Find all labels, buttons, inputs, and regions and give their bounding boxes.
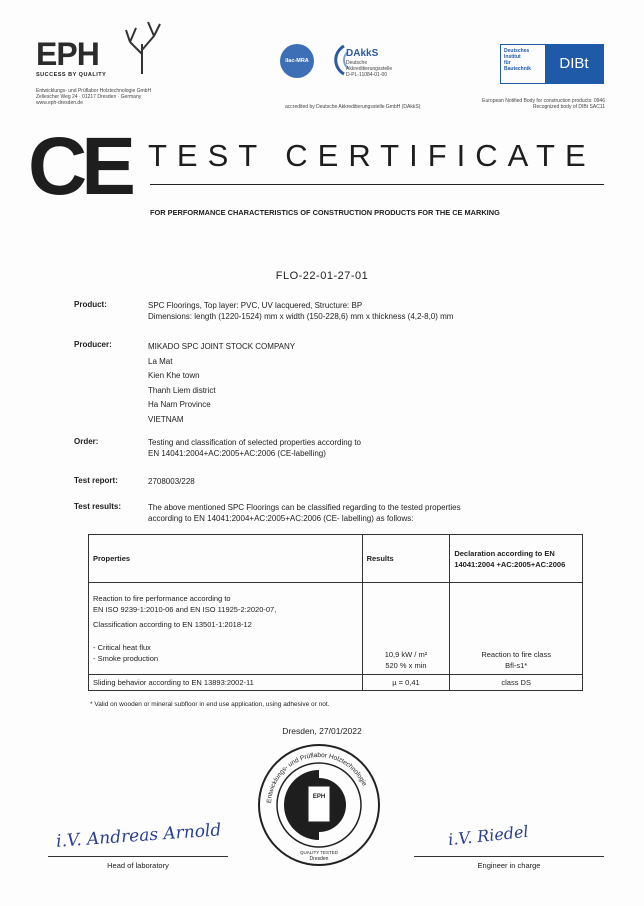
dibt-line: Bautechnik xyxy=(504,66,531,72)
fire-properties-cell xyxy=(89,583,363,675)
header-properties: Properties xyxy=(89,535,363,583)
dakks-sub-line: D-PL-11084-01-00 xyxy=(346,72,388,78)
fire-declaration: Bfl-s1* xyxy=(505,661,528,670)
eph-address-line: www.eph-dresden.de xyxy=(36,100,83,106)
heading-rule xyxy=(150,184,604,185)
dibt-line: Deutsches xyxy=(504,48,530,54)
right-signature-role: Engineer in charge xyxy=(477,861,541,870)
notified-body xyxy=(445,98,605,110)
place-date: Dresden, 27/01/2022 xyxy=(282,726,362,736)
fire-line: Reaction to fire performance according to xyxy=(93,594,231,603)
sliding-property-cell: Sliding behavior according to EN 13893:2002-11 xyxy=(89,675,363,691)
order-value xyxy=(148,437,588,459)
producer-line: MIKADO SPC JOINT STOCK COMPANY xyxy=(148,342,296,351)
fire-line: Classification according to EN 13501-1:2018-12 xyxy=(93,620,252,629)
dibt-line: für xyxy=(504,60,511,66)
fire-declaration: Reaction to fire class xyxy=(481,650,551,659)
table-header-row xyxy=(89,535,583,583)
notified-body-line: Recognized body of DIBt SAC11 xyxy=(532,104,605,110)
dakks-caption: accredited by Deutsche Akkreditierungsstelle GmbH (DAkkS) xyxy=(285,104,421,110)
seal-ring-text: Entwicklungs- und Prüflabor Holztechnologie xyxy=(266,751,368,804)
test-report-value: 2708003/228 xyxy=(148,477,195,486)
order-line: Testing and classification of selected properties according to xyxy=(148,438,362,447)
seal-center-text: EPH xyxy=(312,794,326,800)
dakks-logo xyxy=(324,42,414,82)
dakks-sub-line: Deutsche xyxy=(346,60,368,66)
seal-bottom-text: QUALITY TESTED xyxy=(299,850,339,855)
test-results-line: The above mentioned SPC Floorings can be classified regarding to the tested properties xyxy=(148,503,461,512)
fire-result: 10,9 kW / m² xyxy=(384,650,428,659)
sliding-declaration-cell: class DS xyxy=(450,675,583,691)
producer-value xyxy=(148,340,588,427)
fire-item: - Smoke production xyxy=(93,654,159,663)
order-label: Order: xyxy=(74,437,99,446)
certificate-subheading: FOR PERFORMANCE CHARACTERISTICS OF CONSTRUCTION PRODUCTS FOR THE CE MARKING xyxy=(150,208,500,217)
eph-logo xyxy=(36,14,166,84)
test-results-value xyxy=(148,502,598,524)
test-report-label: Test report: xyxy=(74,476,118,485)
test-results-line: according to EN 14041:2004+AC:2005+AC:2006 (CE- labelling) as follows: xyxy=(148,514,414,523)
ilac-logo xyxy=(280,44,314,78)
eph-logo-text: EPH xyxy=(36,36,99,72)
test-results-label: Test results: xyxy=(74,502,121,511)
eph-address-line: Entwicklungs- und Prüflabor Holztechnologie GmbH xyxy=(36,88,152,94)
fire-line: EN ISO 9239-1:2010-06 and EN ISO 11925-2:2020-07, xyxy=(93,605,277,614)
ce-mark: CE xyxy=(28,121,130,212)
fire-item: - Critical heat flux xyxy=(93,643,151,652)
product-label: Product: xyxy=(74,300,107,309)
dibt-logo-text: DIBt xyxy=(545,45,603,83)
fire-results-cell xyxy=(362,583,450,675)
producer-line: Ha Nam Province xyxy=(148,400,211,409)
ilac-text: ilac-MRA xyxy=(285,58,309,64)
order-line: EN 14041:2004+AC:2005+AC:2006 (CE-labelling) xyxy=(148,449,326,458)
dibt-logo xyxy=(500,44,604,84)
product-line: Dimensions: length (1220-1524) mm x width (150-228,6) mm x thickness (4,2-8,0) mm xyxy=(148,312,454,321)
table-row xyxy=(89,583,583,675)
producer-line: Thanh Liem district xyxy=(148,385,216,395)
header-declaration: Declaration according to EN 14041:2004 +AC:2005+AC:2006 xyxy=(450,535,583,583)
product-line: SPC Floorings, Top layer: PVC, UV lacquered, Structure: BP xyxy=(148,301,363,310)
certificate-number: FLO-22-01-27-01 xyxy=(275,270,369,282)
dakks-sub xyxy=(346,60,392,78)
tree-icon xyxy=(120,14,164,76)
left-signature-role: Head of laboratory xyxy=(107,861,169,870)
dibt-line: Institut xyxy=(504,54,521,60)
product-value xyxy=(148,300,588,322)
eph-address-line: Zellescher Weg 24 · 01217 Dresden · Germany xyxy=(36,94,142,100)
sliding-result-cell: µ = 0,41 xyxy=(362,675,450,691)
fire-declaration-cell xyxy=(450,583,583,675)
table-row xyxy=(89,675,583,691)
producer-line: La Mat xyxy=(148,356,173,366)
right-signature-line xyxy=(414,856,604,857)
fire-result: 520 % x min xyxy=(385,661,427,670)
producer-line: Kien Khe town xyxy=(148,371,200,380)
eph-tagline: SUCCESS BY QUALITY xyxy=(36,72,107,78)
eph-address xyxy=(36,88,206,106)
results-table xyxy=(88,534,583,691)
producer-line: VIETNAM xyxy=(148,414,184,424)
header-results: Results xyxy=(362,535,450,583)
seal-city-text: Dresden xyxy=(309,856,329,862)
footnote: * Valid on wooden or mineral subfloor in end use application, using adhesive or not. xyxy=(90,701,330,708)
dakks-name: DAkkS xyxy=(346,48,379,59)
left-signature-line xyxy=(48,856,228,857)
certificate-heading: TEST CERTIFICATE xyxy=(148,138,596,173)
producer-label: Producer: xyxy=(74,340,112,349)
quality-seal xyxy=(256,742,382,868)
dibt-lines xyxy=(501,45,545,83)
left-signature: i.V. Andreas Arnold xyxy=(55,820,222,852)
right-signature: i.V. Riedel xyxy=(447,821,530,850)
dakks-sub-line: Akkreditierungsstelle xyxy=(346,66,393,72)
notified-body-line: European Notified Body for construction products: 0946 xyxy=(482,98,605,104)
